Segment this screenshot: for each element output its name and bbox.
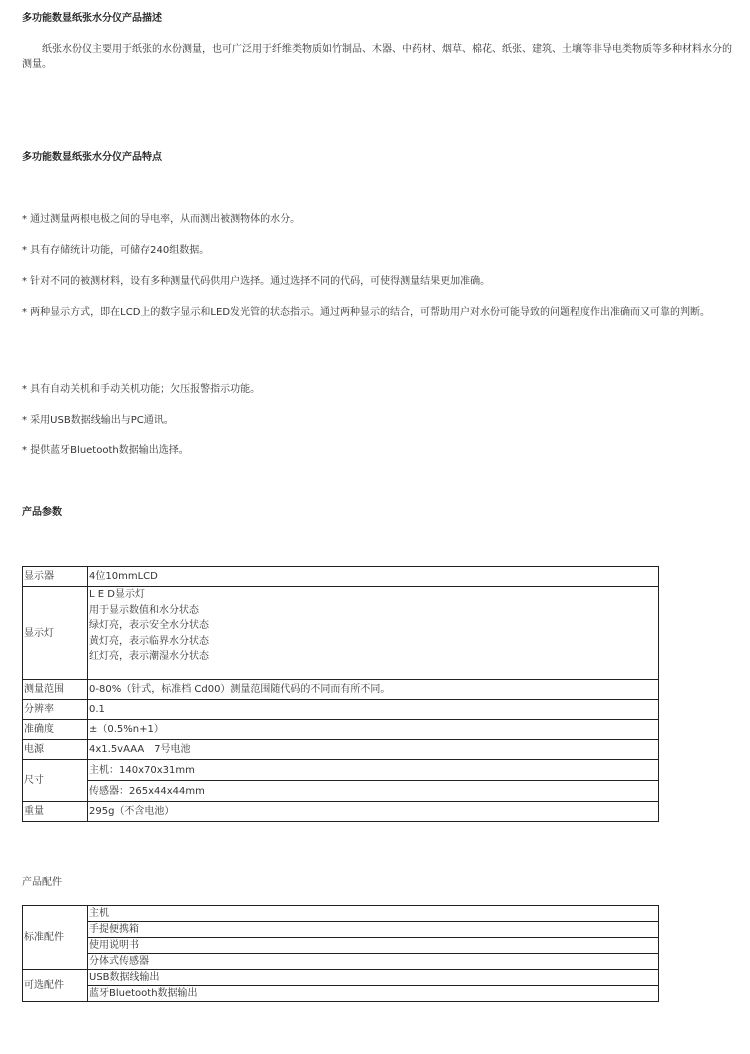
feature-item: * 两种显示方式，即在LCD上的数字显示和LED发光管的状态指示。通过两种显示的结合，可帮助用户对水份可能导致的问题程度作出准确而又可靠的判断。 — [22, 307, 711, 318]
table-row — [23, 700, 659, 720]
param-value: 主机：140x70x31mm — [88, 760, 659, 781]
param-key: 重量 — [23, 802, 88, 822]
feature-item: * 采用USB数据线输出与PC通讯。 — [22, 415, 174, 426]
table-row — [23, 760, 659, 781]
param-value: 295g（不含电池） — [88, 802, 659, 822]
accessory-item: 使用说明书 — [88, 938, 659, 954]
param-key: 显示器 — [23, 567, 88, 587]
feature-item: * 提供蓝牙Bluetooth数据输出选择。 — [22, 445, 189, 456]
description-title: 多功能数显纸张水分仪产品描述 — [22, 13, 162, 24]
table-row — [23, 587, 659, 680]
description-text: 纸张水份仪主要用于纸张的水份测量，也可广泛用于纤维类物质如竹制品、木器、中药材、烟草、棉花、纸张、建筑、土壤等非导电类物质等多种材料水分的测量。 — [22, 44, 732, 70]
table-row — [23, 906, 659, 922]
accessories-table — [22, 905, 659, 1002]
accessory-item: USB数据线输出 — [88, 970, 659, 986]
param-line: 绿灯亮，表示安全水分状态 — [89, 620, 209, 631]
feature-item: * 具有存储统计功能，可储存240组数据。 — [22, 245, 210, 256]
param-key: 电源 — [23, 740, 88, 760]
params-table — [22, 566, 659, 822]
table-row — [23, 922, 659, 938]
param-line: 黄灯亮，表示临界水分状态 — [89, 635, 209, 647]
param-line: L E D显示灯 — [89, 589, 145, 600]
param-value: 传感器：265x44x44mm — [88, 781, 659, 802]
table-row — [23, 720, 659, 740]
table-row — [23, 954, 659, 970]
features-title: 多功能数显纸张水分仪产品特点 — [22, 152, 162, 163]
param-value: 4x1.5vAAA 7号电池 — [88, 740, 659, 760]
param-key: 显示灯 — [23, 587, 88, 680]
table-row — [23, 970, 659, 986]
param-key: 分辨率 — [23, 700, 88, 720]
param-key: 尺寸 — [23, 760, 88, 802]
table-row — [23, 567, 659, 587]
table-row — [23, 938, 659, 954]
accessory-item: 手提便携箱 — [88, 922, 659, 938]
param-line: 红灯亮，表示潮湿水分状态 — [89, 651, 209, 662]
accessories-title: 产品配件 — [22, 877, 62, 888]
table-row — [23, 986, 659, 1002]
feature-item: * 具有自动关机和手动关机功能；欠压报警指示功能。 — [22, 384, 261, 395]
param-value: 4位10mmLCD — [88, 567, 659, 587]
table-row — [23, 781, 659, 802]
accessory-group: 可选配件 — [23, 970, 88, 1002]
accessory-item: 蓝牙Bluetooth数据输出 — [88, 986, 659, 1002]
param-value: 0-80%（针式，标准档 Cd00）测量范围随代码的不同而有所不同。 — [88, 680, 659, 700]
feature-item: * 针对不同的被测材料，设有多种测量代码供用户选择。通过选择不同的代码，可使得测量结果更加准确。 — [22, 276, 491, 287]
feature-item: * 通过测量两根电极之间的导电率，从而测出被测物体的水分。 — [22, 214, 301, 225]
param-value: 0.1 — [88, 700, 659, 720]
accessory-item: 分体式传感器 — [88, 954, 659, 970]
table-row — [23, 680, 659, 700]
accessory-group: 标准配件 — [23, 906, 88, 970]
param-key: 准确度 — [23, 720, 88, 740]
param-value — [88, 587, 659, 680]
accessory-item: 主机 — [88, 906, 659, 922]
params-title: 产品参数 — [22, 507, 62, 518]
table-row — [23, 740, 659, 760]
table-row — [23, 802, 659, 822]
param-line: 用于显示数值和水分状态 — [89, 604, 199, 616]
param-value: ±（0.5%n+1） — [88, 720, 659, 740]
param-key: 测量范围 — [23, 680, 88, 700]
